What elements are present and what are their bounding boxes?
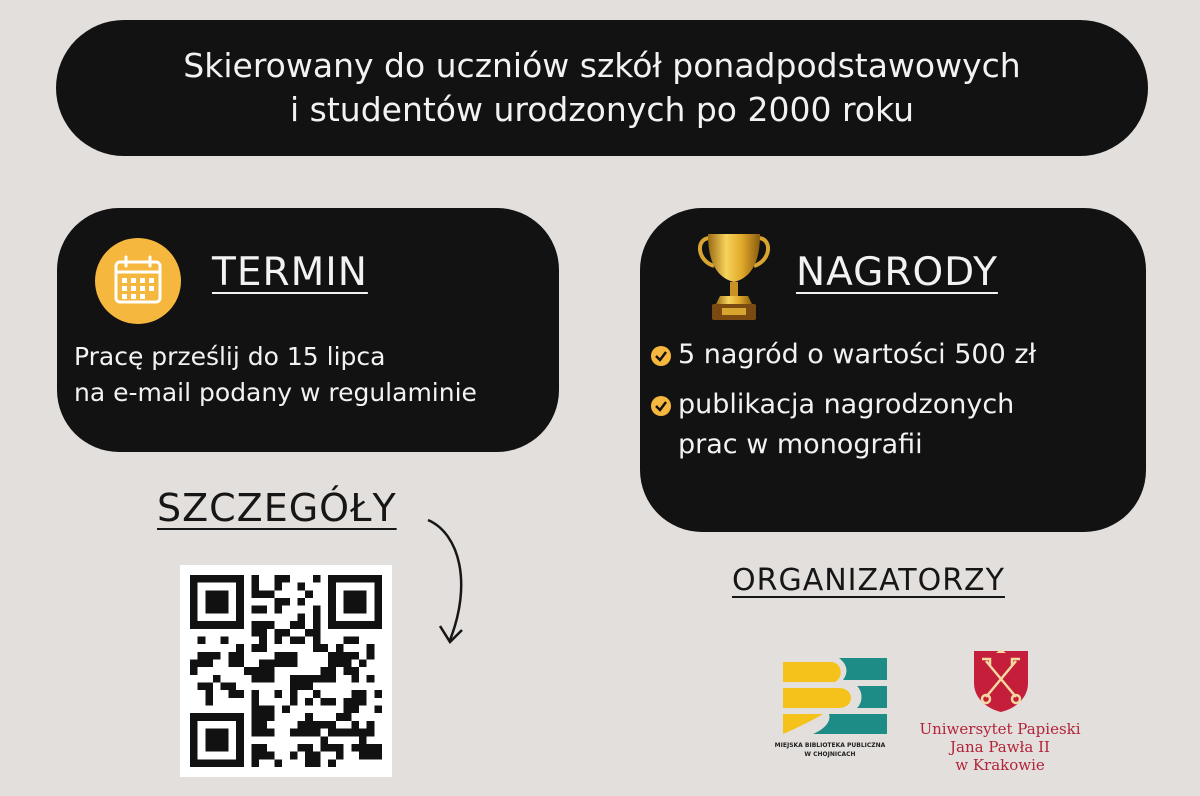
qr-code[interactable] xyxy=(180,565,392,777)
university-name-line-3: w Krakowie xyxy=(955,756,1045,774)
prizes-panel xyxy=(640,208,1146,532)
deadline-line-1: Pracę prześlij do 15 lipca xyxy=(74,342,386,371)
university-crest-icon xyxy=(972,649,1030,717)
library-name-line-1: MIEJSKA BIBLIOTEKA PUBLICZNA xyxy=(774,742,886,749)
university-name-line-2: Jana Pawła II xyxy=(950,738,1050,756)
prize-2-line-2: prac w monografii xyxy=(678,429,923,460)
banner-line-1: Skierowany do uczniów szkół ponadpodstawowych xyxy=(183,46,1021,85)
university-name xyxy=(912,720,1088,774)
deadline-panel xyxy=(57,208,559,452)
deadline-title: TERMIN xyxy=(212,250,368,295)
banner-line-2: i studentów urodzonych po 2000 roku xyxy=(289,90,915,129)
audience-banner xyxy=(56,20,1148,156)
library-name-line-2: W CHOJNICACH xyxy=(804,751,856,758)
deadline-text xyxy=(74,339,477,411)
organizers-label: ORGANIZATORZY xyxy=(732,563,1005,598)
check-icon xyxy=(651,346,671,366)
library-logo xyxy=(783,658,887,740)
list-item xyxy=(651,335,1036,375)
curved-arrow-icon xyxy=(420,514,480,658)
list-item xyxy=(651,385,1036,465)
library-name xyxy=(770,741,890,759)
prize-2-line-1: publikacja nagrodzonych xyxy=(678,389,1015,420)
university-name-line-1: Uniwersytet Papieski xyxy=(919,720,1081,738)
check-icon xyxy=(651,396,671,416)
prizes-list xyxy=(651,335,1036,475)
trophy-icon xyxy=(692,230,776,330)
prize-1-text: 5 nagród o wartości 500 zł xyxy=(678,339,1037,370)
prizes-title: NAGRODY xyxy=(796,250,998,295)
calendar-icon xyxy=(95,238,181,324)
deadline-line-2: na e-mail podany w regulaminie xyxy=(74,378,477,407)
details-label: SZCZEGÓŁY xyxy=(157,486,397,530)
